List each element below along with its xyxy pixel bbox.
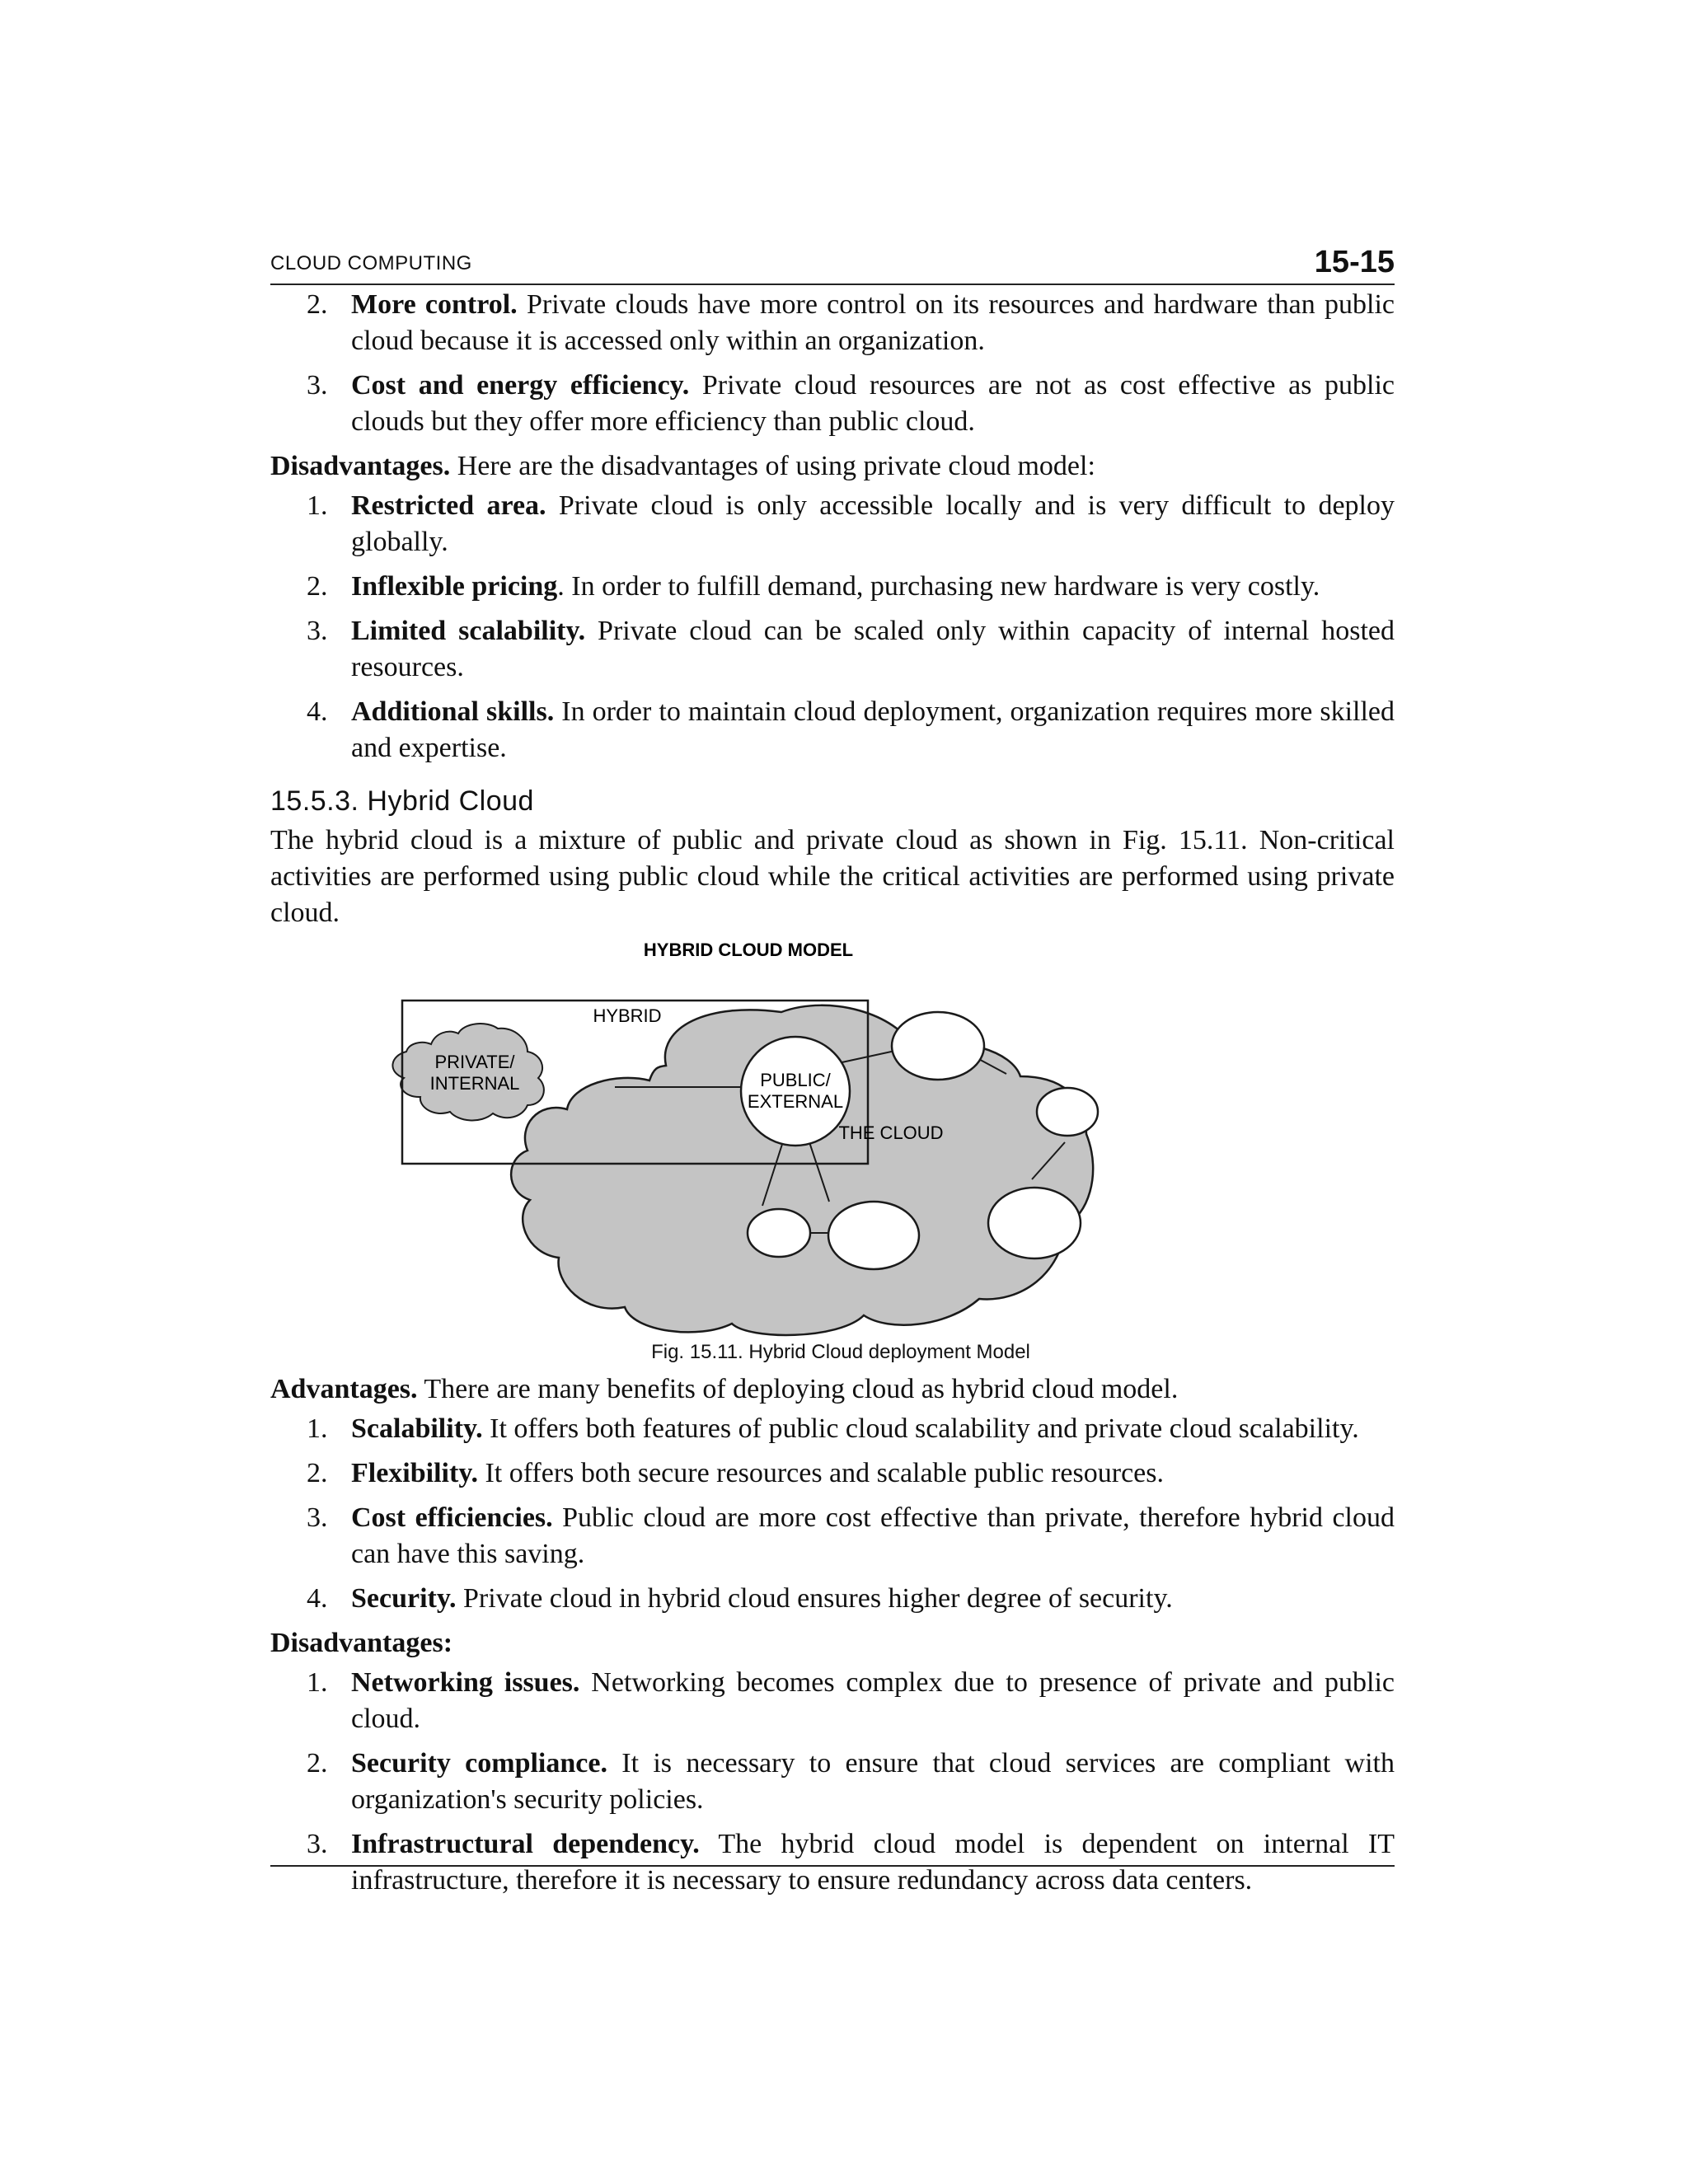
item-title: Scalability. [351,1413,483,1444]
item-text: It offers both features of public cloud scalability and private cloud scalability. [482,1413,1359,1444]
item-number: 1. [307,490,328,521]
list-item [270,1581,1395,1617]
item-title: Infrastructural dependency. [351,1829,700,1859]
hybrid-disadvantages-heading [270,1625,1395,1661]
list-item [270,1500,1395,1572]
item-number: 1. [307,1667,328,1698]
list-item [270,569,1395,605]
item-title: Restricted area. [351,490,546,521]
item-number: 2. [307,571,328,602]
cloud-node-c [988,1188,1081,1258]
disadvantages-label: Disadvantages: [270,1628,453,1658]
item-number: 2. [307,1458,328,1488]
hybrid-cloud-diagram [270,936,1395,1340]
hybrid-cloud-figure [270,936,1395,1340]
item-text: Private clouds have more control on its resources and hardware than public cloud because it is accessed only within an organization. [351,289,1395,356]
cloud-node-a [892,1012,984,1080]
item-number: 4. [307,1583,328,1614]
page-body [270,287,1395,1907]
item-number: 2. [307,1748,328,1779]
list-item [270,1665,1395,1737]
private-label-line2: INTERNAL [429,1073,520,1094]
item-title: Cost and energy efficiency. [351,370,690,401]
item-title: Security. [351,1583,457,1614]
advantages-intro-text: There are many benefits of deploying cloud as hybrid cloud model. [417,1374,1179,1404]
private-label-line1: PRIVATE/ [434,1052,515,1072]
item-text: Public cloud are more cost effective than private, therefore hybrid cloud can have this saving. [351,1502,1395,1569]
item-number: 3. [307,1502,328,1533]
list-item [270,1455,1395,1492]
cloud-node-b [1037,1088,1098,1136]
item-text: In order to maintain cloud deployment, organization requires more skilled and expertise. [351,696,1395,763]
item-text: Private cloud can be scaled only within capacity of internal hosted resources. [351,616,1395,682]
item-text: The hybrid cloud model is dependent on internal IT infrastructure, therefore it is necessary to ensure redundancy across data centers. [351,1829,1395,1896]
item-number: 3. [307,616,328,646]
item-title: Flexibility. [351,1458,478,1488]
item-title: Cost efficiencies. [351,1502,553,1533]
disadvantages-intro-text: Here are the disadvantages of using private cloud model: [450,451,1095,481]
item-text: Networking becomes complex due to presence of private and public cloud. [351,1667,1395,1734]
section-heading: 15.5.3. Hybrid Cloud [270,785,534,817]
item-title: Security compliance. [351,1748,607,1779]
item-number: 1. [307,1413,328,1444]
running-head: CLOUD COMPUTING [270,252,472,274]
item-title: Additional skills. [351,696,555,727]
hybrid-label: HYBRID [593,1005,662,1026]
item-title: Limited scalability. [351,616,586,646]
item-text: Private cloud in hybrid cloud ensures higher degree of security. [456,1583,1173,1614]
cloud-node-d [828,1202,919,1269]
item-text: . In order to fulfill demand, purchasing new hardware is very costly. [557,571,1320,602]
item-number: 3. [307,370,328,401]
list-item [270,613,1395,686]
item-title: Networking issues. [351,1667,580,1698]
public-label-line1: PUBLIC/ [760,1070,831,1090]
item-title: Inflexible pricing [351,571,558,602]
item-text: It offers both secure resources and scalable public resources. [477,1458,1164,1488]
list-item [270,1411,1395,1447]
private-disadvantages-intro [270,448,1395,485]
item-text: It is necessary to ensure that cloud services are compliant with organization's security policies. [351,1748,1395,1815]
section-paragraph: The hybrid cloud is a mixture of public and private cloud as shown in Fig. 15.11. Non-critical activities are performed using public cloud while the critical activities are performed using private cloud. [270,825,1395,928]
list-item [270,488,1395,560]
page-header [270,237,1395,285]
list-item [270,368,1395,440]
item-number: 3. [307,1829,328,1859]
list-item [270,1746,1395,1818]
the-cloud-label: THE CLOUD [838,1122,944,1143]
advantages-label: Advantages. [270,1374,418,1404]
item-title: More control. [351,289,518,320]
figure-title: HYBRID CLOUD MODEL [643,940,854,960]
footer-rule [270,1865,1395,1867]
item-text: Private cloud is only accessible locally and is very difficult to deploy globally. [351,490,1395,557]
cloud-node-e [748,1209,810,1257]
hybrid-advantages-intro [270,1371,1395,1408]
item-number: 2. [307,289,328,320]
disadvantages-label: Disadvantages. [270,451,451,481]
page-number: 15-15 [1314,245,1395,279]
list-item [270,287,1395,359]
public-label-line2: EXTERNAL [747,1091,844,1112]
item-number: 4. [307,696,328,727]
figure-caption: Fig. 15.11. Hybrid Cloud deployment Model [651,1341,1030,1363]
item-text: Private cloud resources are not as cost effective as public clouds but they offer more efficiency than public cloud. [351,370,1395,437]
list-item [270,694,1395,766]
list-item [270,1826,1395,1899]
